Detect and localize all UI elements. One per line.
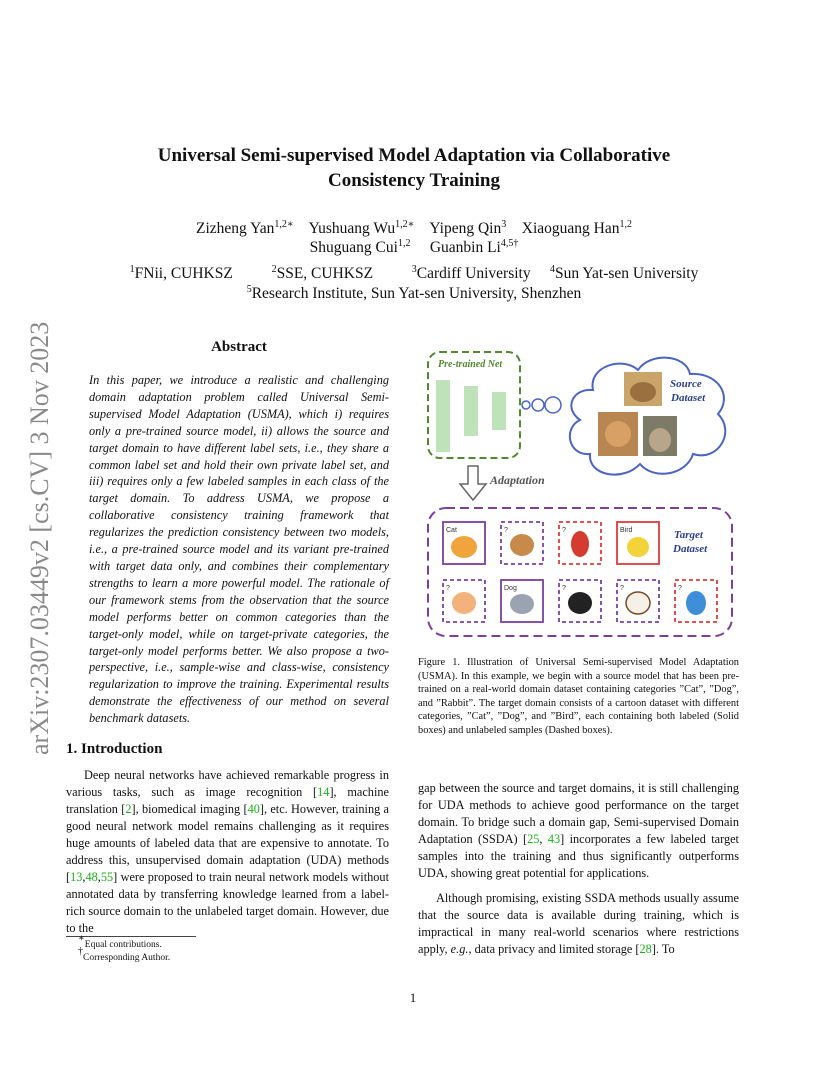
intro-paragraph-1: Deep neural networks have achieved remarkable progress in various tasks, such as image recognition [14], machine translation [2], biomedical imaging [40], etc. However, training a good neural network model remains challenging as it requires huge amounts of labeled data that are expensive to annotate. To address this, unsupervised domain adaptation (UDA) methods [13,48,55] were proposed to train neural network models without annotated data by transferring knowledge learned from a label-rich source domain to the unlabeled target domain. However, due to the (66, 768, 390, 935)
svg-text:?: ? (562, 527, 566, 534)
citation-link[interactable]: 48 (85, 870, 98, 884)
page-number: 1 (409, 990, 417, 1005)
author-name: Xiaoguang Han (521, 220, 620, 237)
svg-text:Dog: Dog (504, 585, 517, 592)
citation-link[interactable]: 28 (639, 942, 652, 956)
rabbit-photo-subject (649, 428, 671, 452)
author-name: Shuguang Cui (309, 239, 398, 256)
bubble-large (545, 397, 561, 413)
target-label: Target (674, 529, 703, 541)
svg-text:?: ? (446, 585, 450, 592)
author-name: Yipeng Qin (429, 220, 502, 237)
citation-link[interactable]: 14 (317, 785, 330, 799)
author-name: Guanbin Li (429, 239, 501, 256)
title-line-1: Universal Semi-supervised Model Adaptation via Collaborative (157, 145, 671, 166)
affiliation: Cardiff University (416, 265, 531, 282)
citation-link[interactable]: 43 (547, 832, 561, 846)
svg-text:?: ? (620, 585, 624, 592)
cat-photo-subject (605, 421, 631, 447)
abstract-heading: Abstract (211, 339, 267, 355)
bubble-medium (532, 399, 544, 411)
section-heading: 1. Introduction (66, 741, 163, 757)
title-line-2: Consistency Training (328, 170, 500, 191)
svg-text:Bird: Bird (620, 527, 633, 534)
source-label: Dataset (671, 392, 706, 404)
authors-line-1: Zizheng Yan$^{1,2∗}$ Yushuang $Wu^{1,2∗}$ Yipeng Qin$^3$ Xiaoguang Han$^{1,2}$ (196, 219, 632, 237)
arxiv-id-text: arXiv:2307.03449v2 [cs.CV] 3 Nov 2023 (25, 321, 54, 755)
author-name: Yushuang Wu (308, 220, 396, 237)
adaptation-label: Adaptation (490, 473, 545, 487)
citation-link[interactable]: 2 (125, 802, 132, 816)
svg-text:?: ? (678, 585, 682, 592)
figure-1-caption: Figure 1. Illustration of Universal Semi-supervised Model Adaptation (USMA). In this example, we begin with a source model that has been pre-trained on a real-world domain dataset containing categories ”Cat”, ”Dog”, and ”Rabbit”. The target domain consists of a cartoon dataset with different categories, ”Cat”, ”Dog”, and ”Bird”, each containing both labeled (Solid boxes) and unlabeled samples (Dashed boxes). (418, 657, 739, 736)
paper-title (90, 143, 738, 193)
author-name: Zizheng Yan (196, 220, 275, 237)
svg-text:?: ? (562, 585, 566, 592)
footnote-rule (66, 936, 196, 937)
intro-paragraph-2: gap between the source and target domains, it is still challenging for UDA methods to achieve good performance on the target domain. To bridge such a domain gap, Semi-supervised Domain Adaptation (SSDA) [25, 43] incorporates a few labeled target samples into the training and thus significantly outperforms UDA, showing great potential for applications. Although promising, existing SSDA methods usually assume that the source data is available during training, which is impractical in many real-world scenarios where restrictions apply, e.g., data privacy and limited storage [28]. To (418, 781, 739, 956)
footnote-corresponding: †Corresponding Author. (78, 946, 171, 963)
source-label: Source (670, 378, 702, 390)
pretrained-net-label: Pre-trained Net (438, 359, 503, 370)
target-label: Dataset (673, 543, 708, 555)
dog-photo-subject (630, 382, 656, 402)
affiliation: FNii, CUHKSZ (134, 265, 233, 282)
bubble-small (522, 401, 530, 409)
authors-line-2: Shuguang Cui$^{1,2}$ Guanbin $Li^{4,5\dagger}$ (309, 238, 519, 256)
abstract-text: In this paper, we introduce a realistic and challenging domain adaptation problem called Universal Semi-supervised Model Adaptation (USMA), which i) requires only a pre-trained source model, ii) allows the source and target domain to have different label sets, i.e., they share a common label set and hold their own private label set, and iii) requires only a few labeled samples in each class of the target domain. To address USMA, we propose a collaborative consistency training framework that regularizes the prediction consistency between two models, i.e., a pre-trained source model and its variant pre-trained with target data only, and combines their complementary strengths to learn a more powerful model. The rationale of our framework stems from the observation that the source model performs better on common categories than the target-only model, while on target-private categories, the target-only model performs better. We also propose a two-perspective, i.e., sample-wise and class-wise, consistency regularization to improve the training. Experimental results demonstrate the effectiveness of our method on several benchmark datasets. (89, 373, 389, 726)
net-layer-3 (492, 392, 506, 430)
svg-text:?: ? (504, 527, 508, 534)
affiliations-line-2: $^5$Research Institute, Sun Yat-sen University, Shenzhen (246, 284, 582, 302)
affiliation: Research Institute, Sun Yat-sen University, Shenzhen (251, 285, 582, 302)
arxiv-identifier (4, 285, 64, 755)
citation-link[interactable]: 40 (247, 802, 260, 816)
net-layer-1 (436, 380, 450, 452)
svg-text:Cat: Cat (446, 527, 457, 534)
affiliation: Sun Yat-sen University (554, 265, 699, 282)
affiliations-line-1: $^1$FNii, CUHKSZ $^2$SSE, CUHKSZ $^3$Cardiff University $^4$Sun Yat-sen University (129, 264, 699, 282)
net-layer-2 (464, 386, 478, 436)
affiliation: SSE, CUHKSZ (276, 265, 374, 282)
citation-link[interactable]: 25 (527, 832, 540, 846)
adaptation-arrow (460, 466, 486, 500)
citation-link[interactable]: 55 (100, 870, 114, 884)
footnote-equal: ∗Equal contributions. (78, 933, 162, 950)
figure-1-illustration (418, 344, 739, 644)
citation-link[interactable]: 13 (70, 870, 83, 884)
